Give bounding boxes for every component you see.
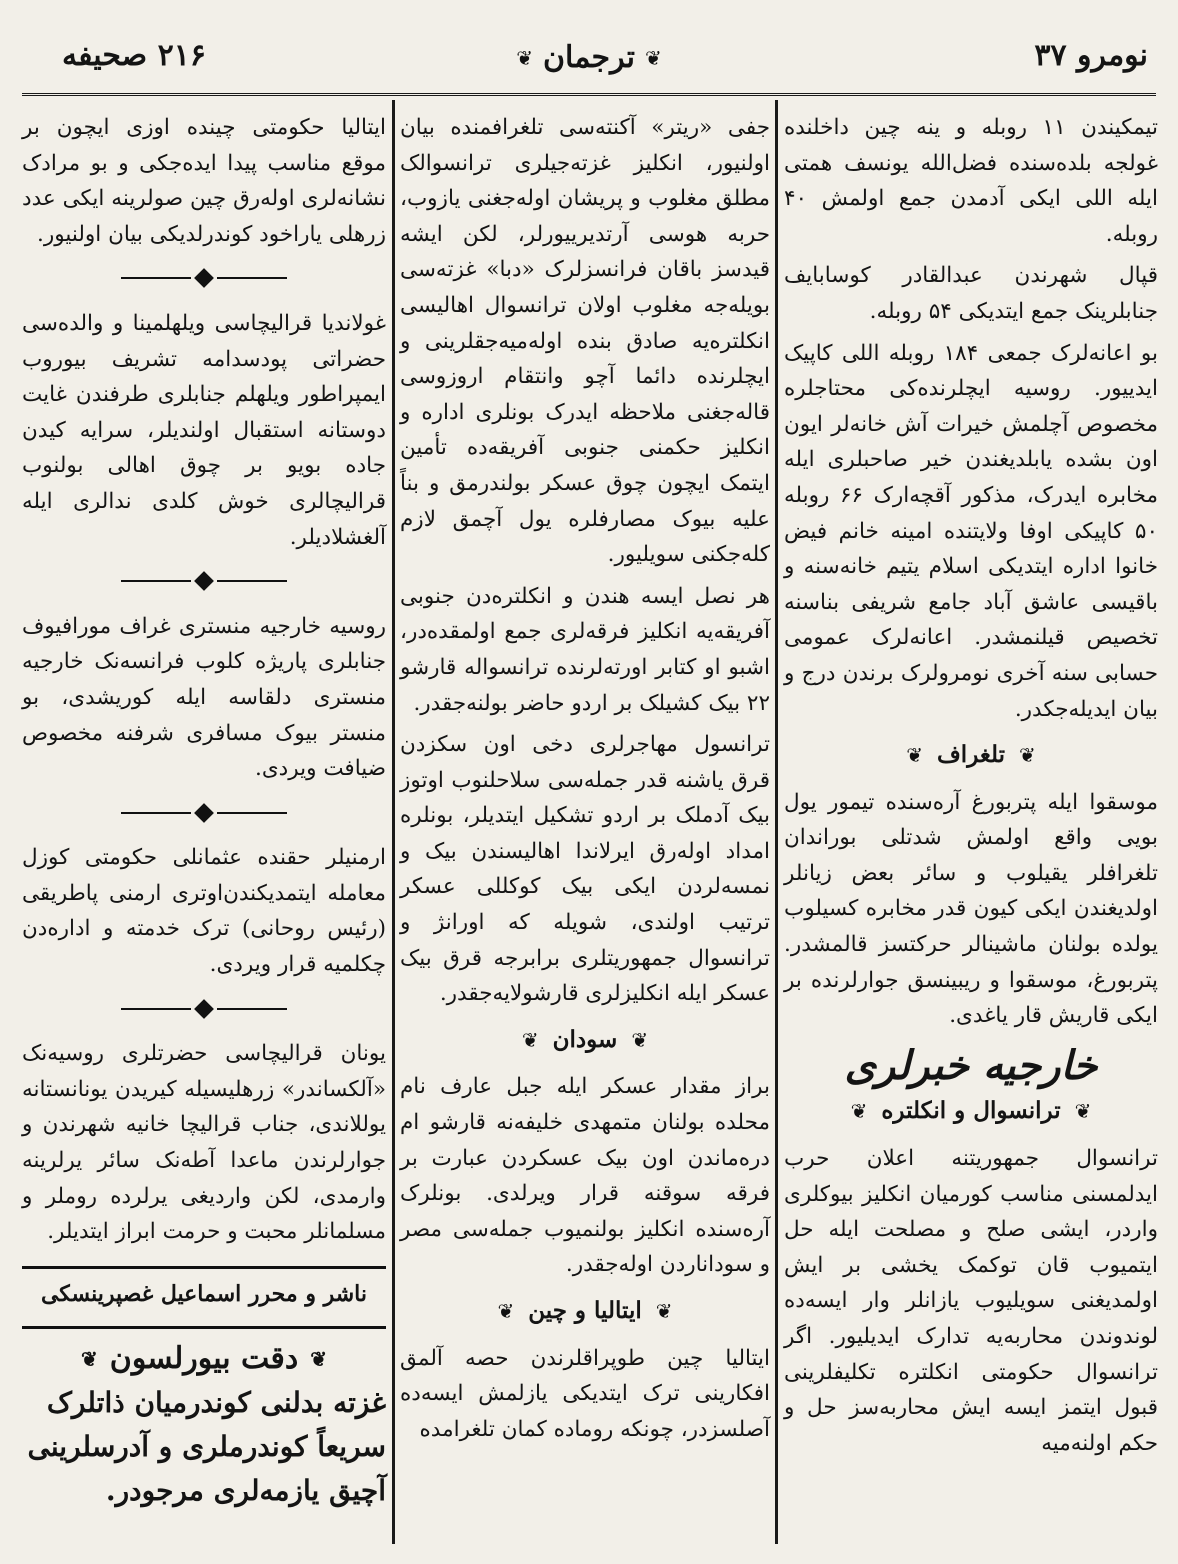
masthead-title-group	[516, 40, 662, 75]
news-item: یونان قرالیچاسی حضرتلری روسیه‌نک «آلکساندر» زرهلیسیله کیریدن یونانستانه یوللاندی، جناب قرالیچا خانیه شهرندن و جوارلرندن ماعدا آطه‌نک سائر یرلرینه وارمدی، لکن واردیغی یرلرده روملر و مسلمانلر محبت و حرمت ابراز ایتدیلر.	[22, 1041, 386, 1245]
ornament-icon: ❦	[1019, 742, 1036, 767]
ornament-icon: ❦	[81, 1347, 98, 1372]
ornament-icon: ❦	[1074, 1099, 1092, 1124]
separator-ornament	[22, 795, 386, 831]
page-number-label: ۲۱۶ صحیفه	[62, 38, 206, 73]
column-right	[784, 110, 1158, 1544]
publisher-line: ناشر و محرر اسماعیل غصپرینسکی	[22, 1277, 386, 1330]
issue-number-label: نومرو ۳۷	[1034, 38, 1148, 73]
column-middle	[400, 110, 770, 1544]
sudan-heading: ❦ سودان ❦	[521, 1025, 649, 1053]
column-left	[22, 110, 386, 1544]
donation-paragraph: قپال شهرندن عبدالقادر کوسابایف جنابلرینک جمع ایتدیکی ۵۴ روبله.	[784, 263, 1158, 324]
article-paragraph: جفی «ریتر» آکنته‌سی تلغرافمنده بیان اولنیور، انکلیز غزته‌جیلری ترانسوالک مطلق مغلوب و پریشان اوله‌جغنی یازوب، حربه هوسی آرتدیرییورلر، لکن ایشه قیدسز باقان فرانسزلرک «دبا» غزته‌سی بویله‌جه مغلوب اولان ترانسوال اهالیسی انکلتره‌یه صادق بنده اوله‌میه‌جقلرینی و ایچلرنده دائما آچو وانتقام اروزوسی قاله‌جغنی ملاحظه ایدرک بونلری اداره و انکلیز حکمنی جنوبی آفریقه‌ده تأمین ایتمک ایچون چوق عسکر بولندرمق و بناً علیه بیوک مصارفلره یول آچمق لازم کله‌جکنی سویلیور.	[400, 115, 770, 568]
sudan-text: براز مقدار عسکر ایله جبل عارف نام محلده بولنان متمهدی خلیفه‌نه قارشو ام دره‌ماندن اون بیک عسکردن عبارت بر فرقه سوقنه قرار ویرلدی. بونلرک آره‌سنده انکلیز بولنمیوب جمله‌سی مصر و سوداناردن اوله‌جقدر.	[400, 1074, 770, 1278]
telegraph-text: موسقوا ایله پتربورغ آره‌سنده تیمور یول بویی واقع اولمش شدتلی بوراندان تلغرافلر یقیلوب و سائر بعض زیانلر اولدیغندن ایکی کیون قدر مخابره کسیلوب یولده بولنان ماشینالر حرکتسز قالمشدر. پتربورغ، موسقوا و ریبینسق جوارلرنده بر ایکی قاریش قار یاغدی.	[784, 789, 1158, 1029]
foreign-news-heading: خارجیه خبرلری	[844, 1041, 1098, 1089]
italy-china-text: ایتالیا چین طوپراقلرندن حصه آلمق افکارینی ترک ایتدیکی یازلمش ایسه‌ده آصلسزدر، چونکه روماده کمان تلغرامده	[400, 1345, 770, 1442]
column-divider	[392, 100, 395, 1544]
ornament-icon: ❦	[631, 1027, 649, 1052]
ornament-icon: ❦	[850, 1099, 868, 1124]
ornament-icon: ❦	[310, 1347, 327, 1372]
news-item: غولاندیا قرالیچاسی ویلهلمینا و والده‌سی حضراتی پودسدامه تشریف بیوروب ایمپراطور ویلهلم جنابلری طرفندن غایت دوستانه استقبال اولندیلر، سرایه کیدن جاده بویو بر چوق اهالی بولنوب قرالیچالری خوش کلدی ندالری ایله آلغشلادیلر.	[22, 310, 386, 550]
notice-heading: ❦ دقت بیورلسون ❦	[81, 1341, 327, 1377]
left-ornament-icon: ❦	[516, 45, 534, 70]
transvaal-text: ترانسوال جمهوریتنه اعلان حرب ایدلمسنی مناسب کورمیان انکلیز بیوکلری واردر، ایشی صلح و مصلحت ایله حل ایتمیوب قان توکمک یخشی بر ایش اولمدیغنی سویلیوب یازانلر وار ایسه‌ده لوندوندن محاربه‌یه تدارک ایدیلیور. اگر ترانسوال حکومتی انکلتره تکلیفلرینی قبول ایتمز ایسه ایش محاربه‌سز حل و حکم اولنه‌میه	[784, 1146, 1158, 1456]
ornament-icon: ❦	[497, 1298, 515, 1323]
donation-summary: بو اعانه‌لرک جمعی ۱۸۴ روبله اللی کاپیک ایدییور. روسیه ایچلرنده‌کی محتاجلره مخصوص آچلمش خیرات آش خانه‌لر ایون اون بشده یابلدیغندن خیر صاحبلری ایله مخابره ایدرک، مذکور آقچه‌ارک ۶۶ روبله ۵۰ کاپیکی اوفا ولایتنده امینه خانم فیض خانوا اداره ایتدیکی اسلام یتیم خانه‌سنه و باقیسی عاشق آباد جامع شریفی بناسنه تخصیص قیلنمشدر. اعانه‌لرک عمومی حسابی سنه آخری نومرولرک برندن درج و بیان ایدیله‌جکدر.	[784, 340, 1158, 722]
column-divider	[775, 100, 778, 1544]
news-item: ایتالیا حکومتی چینده اوزی ایچون بر موقع مناسب پیدا ایده‌جکی و بو مرادک نشانه‌لری اوله‌رق چین صولرینه ایکی عدد زرهلی یاراخود کوندرلدیکی بیان اولنیور.	[22, 115, 386, 247]
article-paragraph: هر نصل ایسه هندن و انکلتره‌دن جنوبی آفریقه‌یه انکلیز فرقه‌لری جمع اولمقده‌در، اشبو او کتابر اورته‌لرنده ترانسواله قارشو ۲۲ بیک کشیلک بر اردو حاضر بولنه‌جقدر.	[400, 583, 770, 716]
telegraph-heading: ❦ تلغراف ❦	[906, 741, 1036, 769]
ornament-icon: ❦	[521, 1027, 539, 1052]
ornament-icon: ❦	[906, 742, 923, 767]
notice-text: غزته بدلنی کوندرمیان ذاتلرک سریعاً کوندرملری و آدرسلرینی آچیق یازمه‌لری مرجودر.	[27, 1386, 386, 1507]
footer-box	[22, 1266, 386, 1513]
news-item: ارمنیلر حقنده عثمانلی حکومتی کوزل معامله ایتمدیکندن‌اوتری ارمنی پاطریقی (رئیس روحانی) ترک خدمته و اداره‌دن چکلمیه قرار ویردی.	[22, 845, 386, 978]
news-item: روسیه خارجیه منستری غراف مورافیوف جنابلری پاریژه کلوب فرانسه‌نک خارجیه منستری دلقاسه ایله کوریشدی، بو منستر بیوک مسافری شرفنه مخصوص ضیافت ویردی.	[22, 613, 386, 782]
right-ornament-icon: ❦	[644, 45, 662, 70]
donation-paragraph: تیمکیندن ۱۱ روبله و ینه چین داخلنده غولجه بلده‌سنده فضل‌الله یونسف همتی ایله اللی ایکی آدمدن جمع اولمش ۴۰ روبله.	[784, 115, 1158, 247]
separator-ornament	[22, 991, 386, 1027]
separator-ornament	[22, 260, 386, 296]
article-paragraph: ترانسول مهاجرلری دخی اون سکزدن قرق یاشنه قدر جمله‌سی سلاحلنوب اوتوز بیک آدملک بر اردو تشکیل ایتدیلر، بونلره امداد اوله‌رق ایرلاندا اهالیسندن بیک و نمسه‌لردن ایکی بیک کوکللی عسکر ترتیب اولندی، شویله که اورانژ و ترانسوال جمهوریتلری برابرجه قرق بیک عسکر ایله انکلیزلری قارشولایه‌جقدر.	[400, 732, 770, 1007]
transvaal-heading: ❦ ترانسوال و انکلتره ❦	[850, 1097, 1092, 1125]
newspaper-title: ترجمان	[543, 40, 635, 75]
masthead	[22, 30, 1156, 96]
ornament-icon: ❦	[655, 1298, 673, 1323]
separator-ornament	[22, 563, 386, 599]
italy-china-heading: ❦ ایتالیا و چین ❦	[497, 1297, 673, 1324]
